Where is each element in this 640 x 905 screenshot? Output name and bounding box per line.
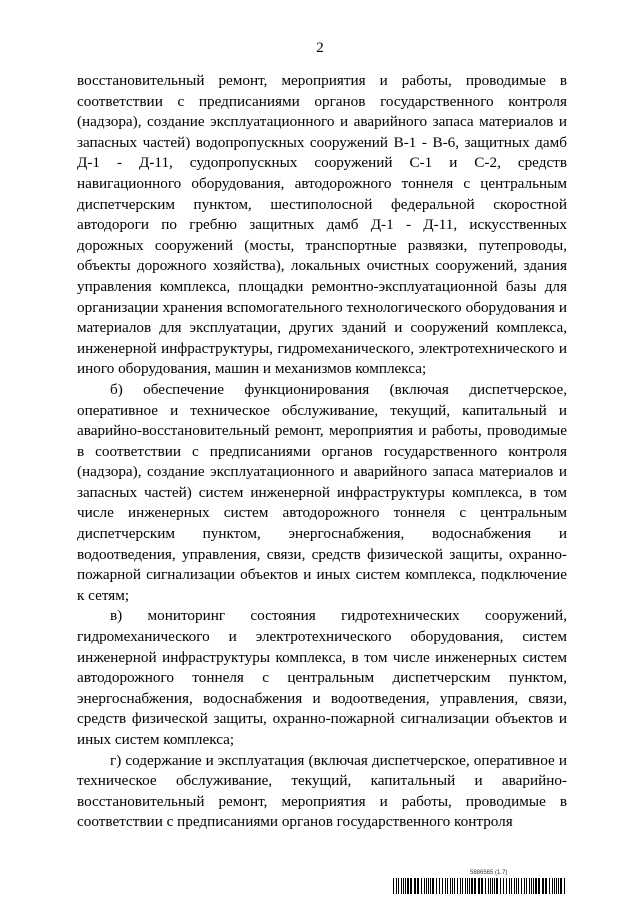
paragraph-item-b: б) обеспечение функционирования (включая диспетчерское, оперативное и техническое обслуживание, текущий, капитальный и аварийно-восстановительный ремонт, мероприятия и работы, проводимые в соответствии с предписаниями органов государственного контроля (надзора), создание эксплуатационного и аварийного запаса материалов и запасных частей) систем инженерной инфраструктуры комплекса, в том числе инженерных систем автодорожного тоннеля с центральным диспетчерским пунктом, энергоснабжения, водоснабжения и водоотведения, управления, связи, средств физической защиты, охранно-пожарной сигнализации объектов и иных систем комплекса, подключение к сетям; <box>77 380 567 604</box>
paragraph-item-g: г) содержание и эксплуатация (включая диспетчерское, оперативное и техническое обслуживание, текущий, капитальный и аварийно-восстановительный ремонт, мероприятия и работы, проводимые в соответствии с предписаниями органов государственного контроля <box>77 751 567 831</box>
barcode-icon <box>392 878 567 894</box>
paragraph-item-v: в) мониторинг состояния гидротехнических сооружений, гидромеханического и электротехнического оборудования, систем инженерной инфраструктуры комплекса, в том числе инженерных систем автодорожного тоннеля с центральным диспетчерским пунктом, энергоснабжения, водоснабжения и водоотведения, управления, связи, средств физической защиты, охранно-пожарной сигнализации объектов и иных систем комплекса; <box>77 607 567 748</box>
document-body <box>77 71 567 833</box>
document-barcode <box>392 870 567 894</box>
paragraph-continuation: восстановительный ремонт, мероприятия и работы, проводимые в соответствии с предписаниями органов государственного контроля (надзора), создание эксплуатационного и аварийного запаса материалов и запасных частей) водопропускных сооружений В-1 - В-6, защитных дамб Д-1 - Д-11, судопропускных сооружений С-1 и С-2, средств навигационного оборудования, автодорожного тоннеля с центральным диспетчерским пунктом, шестиполосной федеральной скоростной автодороги по гребню защитных дамб Д-1 - Д-11, искусственных дорожных сооружений (мосты, транспортные развязки, путепроводы, объекты дорожного хозяйства), локальных очистных сооружений, здания управления комплекса, площадки ремонтно-эксплуатационной базы для организации хранения вспомогательного технологического оборудования и материалов для эксплуатации, других зданий и сооружений комплекса, инженерной инфраструктуры, гидромеханического, электротехнического и иного оборудования, машин и механизмов комплекса; <box>77 72 567 378</box>
barcode-label: 5886565 (1.7) <box>470 870 508 876</box>
page-number: 2 <box>316 40 324 56</box>
